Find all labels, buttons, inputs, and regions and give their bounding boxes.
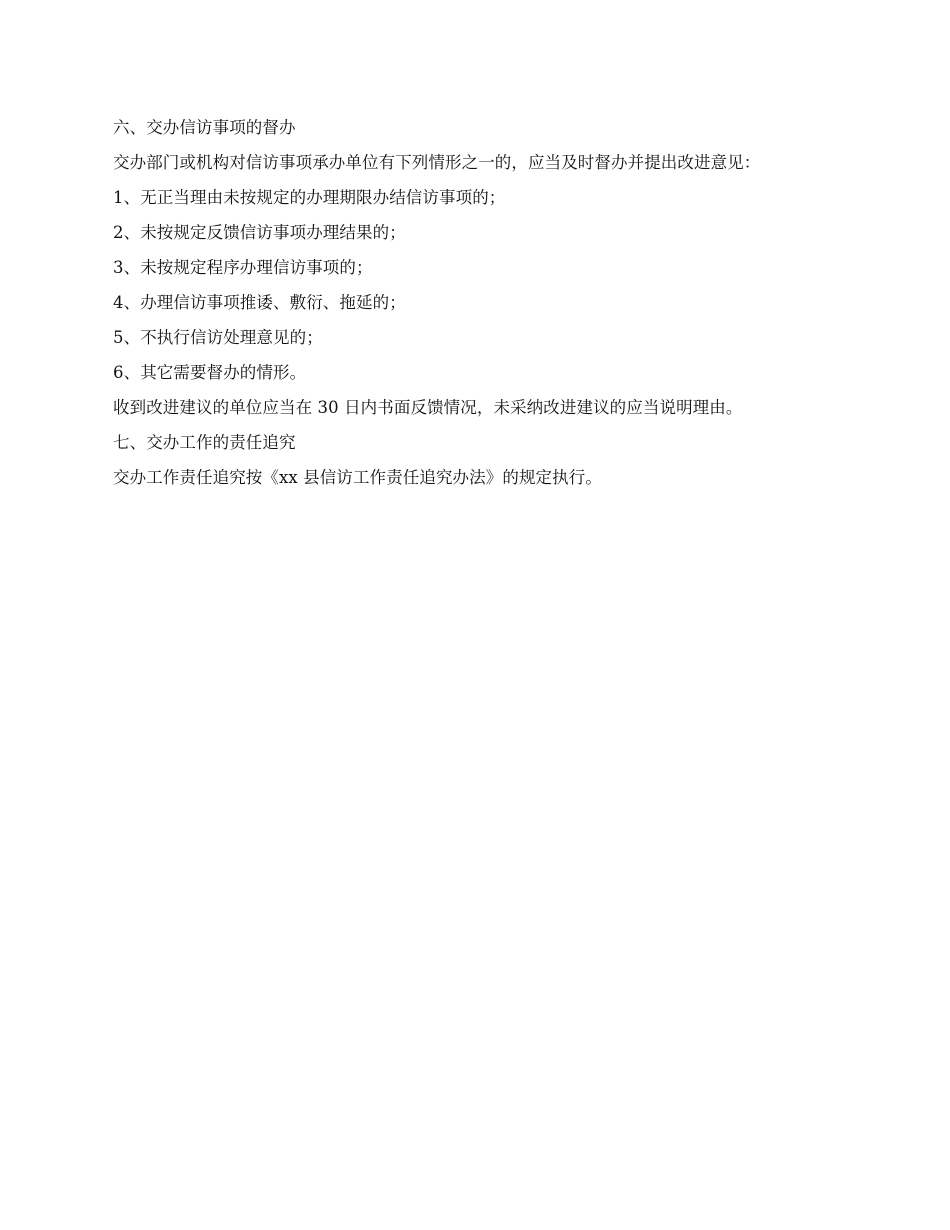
section-7-heading: 七、交办工作的责任追究 bbox=[113, 433, 296, 452]
list-item: 3、未按规定程序办理信访事项的； bbox=[113, 258, 373, 277]
list-item: 1、无正当理由未按规定的办理期限办结信访事项的； bbox=[113, 188, 506, 207]
section-7-body: 交办工作责任追究按《xx 县信访工作责任追究办法》的规定执行。 bbox=[113, 468, 602, 487]
list-item: 6、其它需要督办的情形。 bbox=[113, 363, 307, 382]
section-6-closing: 收到改进建议的单位应当在 30 日内书面反馈情况，未采纳改进建议的应当说明理由。 bbox=[113, 398, 743, 417]
document-body bbox=[113, 110, 913, 495]
list-item: 5、不执行信访处理意见的； bbox=[113, 328, 323, 347]
list-item: 2、未按规定反馈信访事项办理结果的； bbox=[113, 223, 406, 242]
section-6-heading: 六、交办信访事项的督办 bbox=[113, 118, 296, 137]
list-item: 4、办理信访事项推诿、敷衍、拖延的； bbox=[113, 293, 406, 312]
section-6-intro: 交办部门或机构对信访事项承办单位有下列情形之一的，应当及时督办并提出改进意见： bbox=[113, 153, 761, 172]
